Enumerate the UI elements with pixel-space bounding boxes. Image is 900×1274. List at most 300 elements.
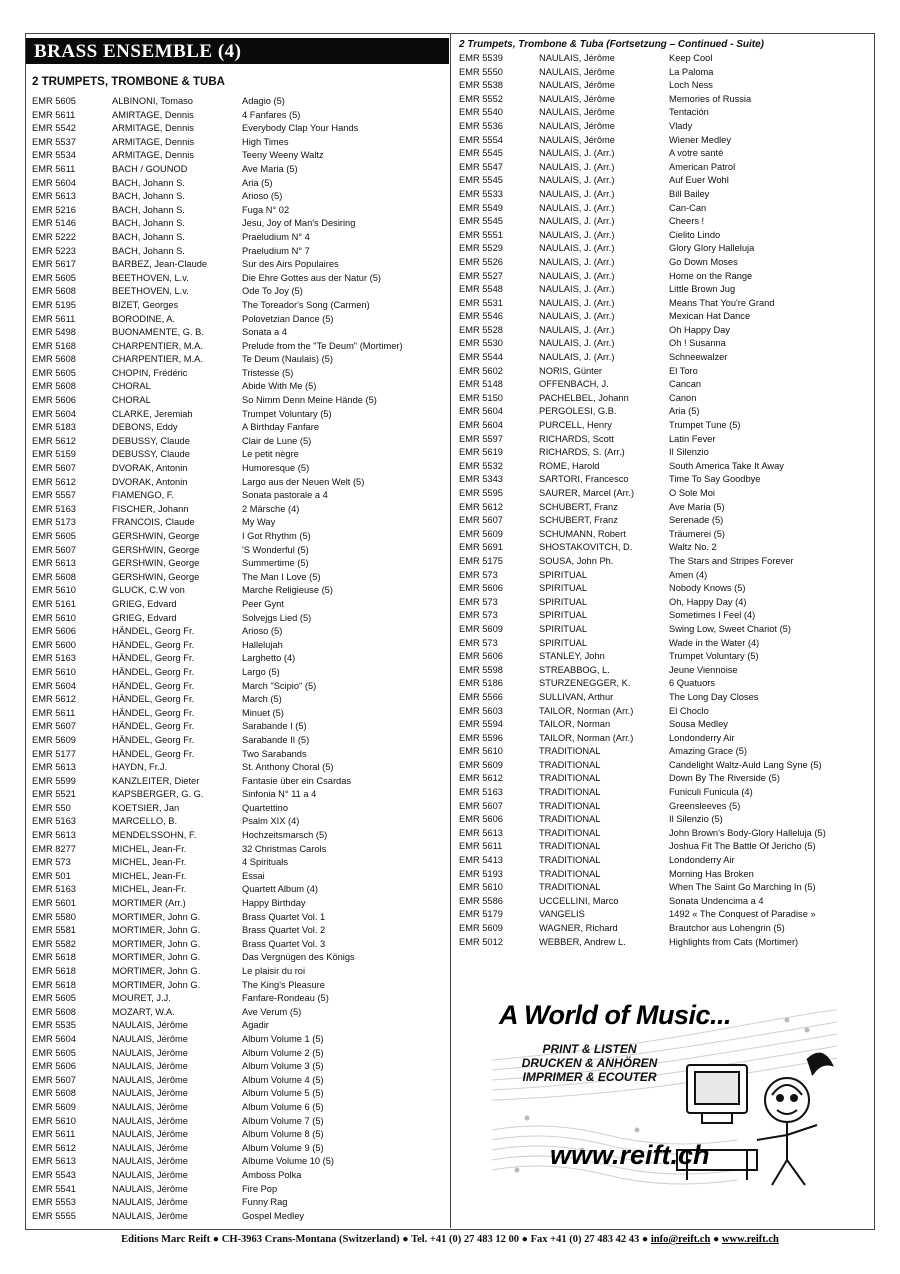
- catalog-number: EMR 5596: [459, 732, 503, 743]
- catalog-entry: [459, 93, 871, 107]
- catalog-number: EMR 5601: [32, 898, 76, 909]
- advertisement: [487, 990, 842, 1190]
- piece-title: Aria (5): [669, 406, 700, 417]
- catalog-number: EMR 5605: [32, 993, 76, 1004]
- catalog-number: EMR 5555: [32, 1210, 76, 1221]
- composer: SPIRITUAL: [539, 610, 588, 621]
- piece-title: O Sole Moi: [669, 488, 715, 498]
- catalog-entry: [32, 380, 446, 394]
- piece-title: Sarabande I (5): [242, 721, 307, 732]
- catalog-entry: [32, 761, 446, 775]
- composer: BACH, Johann S.: [112, 177, 185, 188]
- composer: DVORAK, Antonin: [112, 476, 188, 487]
- piece-title: Joshua Fit The Battle Of Jericho (5): [669, 841, 816, 852]
- piece-title: My Way: [242, 517, 276, 528]
- composer: SOUSA, John Ph.: [539, 555, 614, 566]
- composer: GERSHWIN, George: [112, 531, 200, 541]
- catalog-number: EMR 5611: [32, 313, 76, 324]
- composer: TRADITIONAL: [539, 759, 601, 770]
- piece-title: Ave Maria (5): [669, 501, 725, 512]
- catalog-number: EMR 5613: [32, 830, 76, 841]
- catalog-number: EMR 5609: [459, 623, 503, 634]
- composer: TRADITIONAL: [539, 855, 601, 866]
- composer: TRADITIONAL: [539, 868, 601, 879]
- composer: NAULAIS, J. (Arr.): [539, 297, 615, 308]
- catalog-entry: [32, 1115, 446, 1129]
- piece-title: Sometimes I Feel (4): [669, 610, 756, 621]
- catalog-entry: [32, 476, 446, 490]
- catalog-number: EMR 5607: [459, 800, 503, 811]
- composer: RICHARDS, S. (Arr.): [539, 447, 625, 458]
- piece-title: 4 Fanfares (5): [242, 109, 301, 120]
- piece-title: 1492 « The Conquest of Paradise »: [669, 909, 816, 920]
- piece-title: Fanfare-Rondeau (5): [242, 993, 329, 1004]
- catalog-entry: [32, 190, 446, 204]
- piece-title: Solvejgs Lied (5): [242, 612, 312, 623]
- piece-title: A votre santé: [669, 148, 724, 159]
- piece-title: Humoresque (5): [242, 463, 310, 474]
- catalog-entry: [459, 677, 871, 691]
- composer: HAYDN, Fr.J.: [112, 762, 168, 773]
- catalog-entry: [459, 881, 871, 895]
- catalog-number: EMR 5545: [459, 175, 503, 186]
- catalog-entry: [32, 1060, 446, 1074]
- catalog-number: EMR 5618: [32, 952, 76, 963]
- catalog-number: EMR 5580: [32, 911, 76, 922]
- footer-email-link[interactable]: info@reift.ch: [650, 1234, 711, 1245]
- composer: SPIRITUAL: [539, 583, 588, 594]
- right-subtitle: 2 Trumpets, Trombone & Tuba (Fortsetzung – Continued - Suite): [459, 39, 765, 50]
- piece-title: Album Volume 5 (5): [242, 1088, 324, 1099]
- catalog-entry: [459, 637, 871, 651]
- catalog-number: EMR 5608: [32, 571, 76, 582]
- catalog-number: EMR 5613: [32, 558, 76, 569]
- catalog-number: EMR 5530: [459, 338, 503, 349]
- ad-headline: A World of Music...: [499, 1000, 731, 1030]
- composer: CHARPENTIER, M.A.: [112, 354, 203, 365]
- catalog-entry: [32, 815, 446, 829]
- catalog-number: EMR 5611: [459, 841, 503, 852]
- catalog-number: EMR 5161: [32, 598, 76, 609]
- composer: GRIEG, Edvard: [112, 598, 177, 609]
- composer: ARMITAGE, Dennis: [112, 150, 194, 161]
- piece-title: Down By The Riverside (5): [669, 773, 780, 784]
- catalog-number: EMR 5602: [459, 365, 503, 376]
- composer: MORTIMER, John G.: [112, 952, 201, 963]
- catalog-number: EMR 5545: [459, 148, 503, 159]
- catalog-number: EMR 5526: [459, 256, 503, 267]
- catalog-entry: [32, 462, 446, 476]
- catalog-number: EMR 5551: [459, 229, 503, 240]
- composer: ALBINONI, Tomaso: [112, 96, 193, 106]
- catalog-number: EMR 5554: [459, 134, 503, 145]
- composer: PERGOLESI, G.B.: [539, 406, 617, 417]
- composer: HÄNDEL, Georg Fr.: [112, 721, 195, 732]
- catalog-entry: [32, 367, 446, 381]
- composer: NAULAIS, Jérôme: [539, 107, 615, 118]
- composer: SULLIVAN, Arthur: [539, 691, 614, 702]
- catalog-number: EMR 5535: [32, 1020, 76, 1031]
- piece-title: Happy Birthday: [242, 898, 306, 909]
- left-subtitle: 2 TRUMPETS, TROMBONE & TUBA: [32, 76, 225, 88]
- piece-title: Memories of Russia: [669, 93, 752, 104]
- composer: NAULAIS, J. (Arr.): [539, 175, 615, 186]
- composer: DEBUSSY, Claude: [112, 449, 190, 460]
- catalog-number: EMR 5533: [459, 188, 503, 199]
- piece-title: Highlights from Cats (Mortimer): [669, 936, 799, 947]
- catalog-number: EMR 5539: [459, 53, 503, 63]
- piece-title: Album Volume 4 (5): [242, 1074, 324, 1085]
- catalog-number: EMR 5612: [32, 694, 76, 705]
- composer: NAULAIS, Jérôme: [112, 1142, 188, 1153]
- composer: BACH, Johann S.: [112, 218, 185, 229]
- piece-title: Everybody Clap Your Hands: [242, 123, 359, 134]
- catalog-entry: [459, 324, 871, 338]
- catalog-number: EMR 5612: [32, 435, 76, 446]
- composer: BEETHOVEN, L.v.: [112, 272, 189, 283]
- catalog-number: EMR 5608: [32, 286, 76, 297]
- piece-title: Arioso (5): [242, 626, 283, 637]
- catalog-number: EMR 573: [459, 569, 498, 580]
- catalog-entry: [459, 501, 871, 515]
- piece-title: Candelight Waltz-Auld Lang Syne (5): [669, 759, 822, 770]
- piece-title: High Times: [242, 136, 289, 147]
- catalog-entry: [459, 419, 871, 433]
- catalog-number: EMR 5613: [32, 1156, 76, 1167]
- piece-title: Mexican Hat Dance: [669, 311, 751, 322]
- catalog-number: EMR 8277: [32, 843, 76, 854]
- composer: SHOSTAKOVITCH, D.: [539, 542, 633, 553]
- catalog-number: EMR 5608: [32, 354, 76, 365]
- catalog-entry: [32, 870, 446, 884]
- composer: BUONAMENTE, G. B.: [112, 327, 204, 338]
- catalog-number: EMR 5611: [32, 1129, 76, 1140]
- piece-title: I Got Rhythm (5): [242, 531, 311, 541]
- piece-title: The Man I Love (5): [242, 571, 321, 582]
- catalog-entry: [32, 666, 446, 680]
- catalog-number: EMR 5146: [32, 218, 76, 229]
- catalog-entry: [32, 1210, 446, 1224]
- piece-title: Hochzeitsmarsch (5): [242, 830, 328, 841]
- composer: MENDELSSOHN, F.: [112, 830, 197, 841]
- composer: UCCELLINI, Marco: [539, 895, 619, 906]
- catalog-number: EMR 5195: [32, 299, 76, 310]
- catalog-number: EMR 5603: [459, 705, 503, 716]
- piece-title: Prelude from the "Te Deum" (Mortimer): [242, 340, 403, 351]
- piece-title: Auf Euer Wohl: [669, 175, 729, 186]
- piece-title: Das Vergnügen des Königs: [242, 952, 355, 963]
- catalog-entry: [32, 95, 446, 109]
- catalog-entry: [32, 544, 446, 558]
- piece-title: Träumerei (5): [669, 528, 725, 539]
- composer: NAULAIS, Jérôme: [112, 1197, 188, 1208]
- composer: FRANCOIS, Claude: [112, 517, 195, 528]
- catalog-number: EMR 5163: [32, 816, 76, 827]
- catalog-number: EMR 5609: [32, 734, 76, 745]
- piece-title: Largo (5): [242, 666, 280, 677]
- composer: STREABBOG, L.: [539, 664, 610, 675]
- piece-title: Album Volume 2 (5): [242, 1047, 324, 1058]
- piece-title: Teeny Weeny Waltz: [242, 150, 324, 161]
- catalog-entry: [32, 231, 446, 245]
- piece-title: Brass Quartet Vol. 1: [242, 911, 326, 922]
- catalog-number: EMR 5613: [32, 191, 76, 202]
- catalog-entry: [32, 1074, 446, 1088]
- catalog-number: EMR 5612: [459, 773, 503, 784]
- composer: HÄNDEL, Georg Fr.: [112, 639, 195, 650]
- composer: NAULAIS, J. (Arr.): [539, 161, 615, 172]
- piece-title: Home on the Range: [669, 270, 753, 281]
- catalog-number: EMR 5148: [459, 379, 503, 390]
- piece-title: Amazing Grace (5): [669, 746, 748, 757]
- composer: NAULAIS, Jérôme: [112, 1047, 188, 1058]
- composer: SAURER, Marcel (Arr.): [539, 488, 635, 498]
- catalog-entry: [32, 788, 446, 802]
- composer: BACH, Johann S.: [112, 204, 185, 215]
- catalog-number: EMR 5531: [459, 297, 503, 308]
- catalog-entry: [459, 772, 871, 786]
- catalog-number: EMR 5223: [32, 245, 76, 256]
- catalog-entry: [32, 204, 446, 218]
- composer: NAULAIS, J. (Arr.): [539, 284, 615, 295]
- piece-title: Funiculi Funicula (4): [669, 787, 753, 798]
- catalog-number: EMR 5599: [32, 775, 76, 786]
- composer: NAULAIS, J. (Arr.): [539, 256, 615, 267]
- catalog-number: EMR 5605: [32, 1047, 76, 1058]
- catalog-number: EMR 5216: [32, 204, 76, 215]
- catalog-number: EMR 5175: [459, 555, 503, 566]
- piece-title: Fantasie über ein Csardas: [242, 775, 352, 786]
- catalog-entry: [32, 245, 446, 259]
- footer-website-link[interactable]: www.reift.ch: [721, 1234, 779, 1245]
- composer: NAULAIS, Jérôme: [539, 134, 615, 145]
- piece-title: Ode To Joy (5): [242, 286, 303, 297]
- composer: HÄNDEL, Georg Fr.: [112, 748, 195, 759]
- piece-title: El Toro: [669, 365, 698, 376]
- catalog-number: EMR 5605: [32, 272, 76, 283]
- piece-title: Wiener Medley: [669, 134, 732, 145]
- piece-title: Hallelujah: [242, 639, 283, 650]
- piece-title: Trumpet Voluntary (5): [242, 408, 332, 419]
- catalog-entry: [459, 365, 871, 379]
- composer: NAULAIS, J. (Arr.): [539, 270, 615, 281]
- catalog-number: EMR 5604: [32, 408, 76, 419]
- catalog-entry: [32, 707, 446, 721]
- piece-title: Abide With Me (5): [242, 381, 317, 392]
- catalog-number: EMR 5598: [459, 664, 503, 675]
- composer: MOZART, W.A.: [112, 1006, 175, 1017]
- piece-title: So Nimm Denn Meine Hände (5): [242, 395, 377, 406]
- section-header: [26, 38, 449, 64]
- catalog-entry: [32, 489, 446, 503]
- composer: SPIRITUAL: [539, 569, 588, 580]
- composer: NAULAIS, Jérôme: [112, 1183, 188, 1194]
- catalog-number: EMR 5609: [459, 759, 503, 770]
- catalog-number: EMR 5546: [459, 311, 503, 322]
- catalog-entry: [459, 759, 871, 773]
- composer: TRADITIONAL: [539, 773, 601, 784]
- catalog-entry: [459, 283, 871, 297]
- catalog-number: EMR 5012: [459, 936, 503, 947]
- piece-title: The Stars and Stripes Forever: [669, 555, 794, 566]
- catalog-number: EMR 5610: [459, 882, 503, 893]
- piece-title: Keep Cool: [669, 53, 713, 63]
- piece-title: Tentación: [669, 107, 709, 118]
- composer: SPIRITUAL: [539, 596, 588, 607]
- composer: MORTIMER (Arr.): [112, 898, 186, 909]
- piece-title: Ave Verum (5): [242, 1006, 302, 1017]
- catalog-entry: [32, 1019, 446, 1033]
- catalog-number: EMR 5183: [32, 422, 76, 433]
- catalog-entry: [32, 680, 446, 694]
- catalog-number: EMR 5534: [32, 150, 76, 161]
- ad-url[interactable]: www.reift.ch: [550, 1140, 710, 1170]
- piece-title: Die Ehre Gottes aus der Natur (5): [242, 272, 381, 283]
- composer: NAULAIS, Jérôme: [112, 1169, 188, 1180]
- catalog-entry: [459, 460, 871, 474]
- catalog-entry: [459, 134, 871, 148]
- catalog-entry: [459, 908, 871, 922]
- catalog-number: EMR 5606: [32, 1061, 76, 1072]
- catalog-entry: [459, 202, 871, 216]
- piece-title: Sousa Medley: [669, 719, 728, 730]
- composer: NAULAIS, J. (Arr.): [539, 338, 615, 349]
- catalog-entry: [32, 979, 446, 993]
- catalog-entry: [459, 732, 871, 746]
- catalog-number: EMR 5608: [32, 1006, 76, 1017]
- catalog-entry: [32, 217, 446, 231]
- piece-title: Brass Quartet Vol. 3: [242, 938, 326, 949]
- piece-title: Londonderry Air: [669, 855, 735, 866]
- piece-title: March (5): [242, 694, 282, 705]
- catalog-entry: [459, 174, 871, 188]
- piece-title: Le petit nègre: [242, 449, 299, 460]
- piece-title: St. Anthony Choral (5): [242, 762, 334, 773]
- composer: ROME, Harold: [539, 460, 600, 471]
- catalog-number: EMR 5608: [32, 1088, 76, 1099]
- catalog-entry: [459, 188, 871, 202]
- catalog-entry: [459, 297, 871, 311]
- catalog-number: EMR 5168: [32, 340, 76, 351]
- ad-line-imprimer: IMPRIMER & ECOUTER: [522, 1070, 657, 1084]
- catalog-entry: [32, 1142, 446, 1156]
- piece-title: Psalm XIX (4): [242, 816, 300, 827]
- piece-title: Brass Quartet Vol. 2: [242, 925, 326, 936]
- piece-title: Adagio (5): [242, 96, 285, 106]
- catalog-entry: [459, 147, 871, 161]
- piece-title: Album Volume 9 (5): [242, 1142, 324, 1153]
- catalog-number: EMR 5566: [459, 691, 503, 702]
- composer: NAULAIS, Jérôme: [539, 66, 615, 77]
- composer: PACHELBEL, Johann: [539, 392, 629, 403]
- catalog-entry: [459, 555, 871, 569]
- catalog-entry: [32, 720, 446, 734]
- composer: GERSHWIN, George: [112, 571, 200, 582]
- catalog-number: EMR 5617: [32, 259, 76, 270]
- catalog-entry: [32, 1183, 446, 1197]
- composer: TRADITIONAL: [539, 827, 601, 838]
- catalog-entry: [459, 473, 871, 487]
- catalog-entry: [32, 951, 446, 965]
- catalog-number: EMR 5527: [459, 270, 503, 281]
- catalog-entry: [32, 625, 446, 639]
- composer: NAULAIS, J. (Arr.): [539, 229, 615, 240]
- catalog-number: EMR 5541: [32, 1183, 76, 1194]
- composer: NORIS, Günter: [539, 365, 603, 376]
- catalog-entry: [459, 840, 871, 854]
- composer: TRADITIONAL: [539, 841, 601, 852]
- catalog-entry: [459, 161, 871, 175]
- catalog-number: EMR 5163: [32, 653, 76, 664]
- composer: NAULAIS, J. (Arr.): [539, 188, 615, 199]
- piece-title: Swing Low, Sweet Chariot (5): [669, 623, 791, 634]
- catalog-entry: [32, 856, 446, 870]
- piece-title: Cheers !: [669, 216, 705, 227]
- catalog-number: EMR 5612: [32, 1142, 76, 1153]
- catalog-number: EMR 5610: [32, 612, 76, 623]
- piece-title: Oh ! Susanna: [669, 338, 726, 349]
- catalog-number: EMR 5607: [32, 721, 76, 732]
- piece-title: Quartett Album (4): [242, 884, 318, 895]
- catalog-entry: [32, 122, 446, 136]
- catalog-entry: [32, 802, 446, 816]
- piece-title: 'S Wonderful (5): [242, 544, 309, 555]
- composer: SCHUMANN, Robert: [539, 528, 626, 539]
- piece-title: Ave Maria (5): [242, 163, 298, 174]
- composer: GERSHWIN, George: [112, 544, 200, 555]
- footer: [0, 1234, 900, 1245]
- catalog-entry: [32, 326, 446, 340]
- catalog-entry: [459, 596, 871, 610]
- piece-title: Larghetto (4): [242, 653, 296, 664]
- composer: TAILOR, Norman (Arr.): [539, 705, 634, 716]
- catalog-number: EMR 5163: [459, 787, 503, 798]
- catalog-entry: [459, 705, 871, 719]
- composer: DEBONS, Eddy: [112, 422, 178, 433]
- catalog-entry: [32, 109, 446, 123]
- piece-title: Tristesse (5): [242, 367, 294, 378]
- piece-title: Il Silenzio: [669, 447, 709, 458]
- footer-contact: Editions Marc Reift ● CH-3963 Crans-Montana (Switzerland) ● Tel. +41 (0) 27 483 12 00 ● Fax +41 (0) 27 483 42 43 ●: [121, 1234, 651, 1245]
- catalog-entry: [32, 1169, 446, 1183]
- piece-title: Londonderry Air: [669, 732, 735, 743]
- catalog-entry: [459, 66, 871, 80]
- catalog-number: EMR 5604: [32, 680, 76, 691]
- piece-title: Minuet (5): [242, 707, 284, 718]
- piece-title: Oh, Happy Day (4): [669, 596, 747, 607]
- piece-title: The King's Pleasure: [242, 979, 325, 990]
- catalog-number: EMR 5607: [32, 544, 76, 555]
- catalog-number: EMR 5691: [459, 542, 503, 553]
- catalog-entry: [32, 340, 446, 354]
- piece-title: Amen (4): [669, 569, 708, 580]
- piece-title: Latin Fever: [669, 433, 716, 444]
- catalog-number: EMR 550: [32, 802, 71, 813]
- piece-title: Quartettino: [242, 802, 288, 813]
- piece-title: March "Scipio" (5): [242, 680, 317, 691]
- catalog-entry: [32, 1033, 446, 1047]
- catalog-number: EMR 5618: [32, 966, 76, 976]
- catalog-entry: [459, 337, 871, 351]
- composer: NAULAIS, Jérôme: [112, 1210, 188, 1221]
- composer: AMIRTAGE, Dennis: [112, 109, 194, 120]
- piece-title: Little Brown Jug: [669, 284, 736, 295]
- piece-title: Peer Gynt: [242, 598, 284, 609]
- composer: DEBUSSY, Claude: [112, 435, 190, 446]
- catalog-number: EMR 5557: [32, 490, 76, 501]
- catalog-number: EMR 5581: [32, 925, 76, 936]
- piece-title: Sarabande II (5): [242, 734, 310, 745]
